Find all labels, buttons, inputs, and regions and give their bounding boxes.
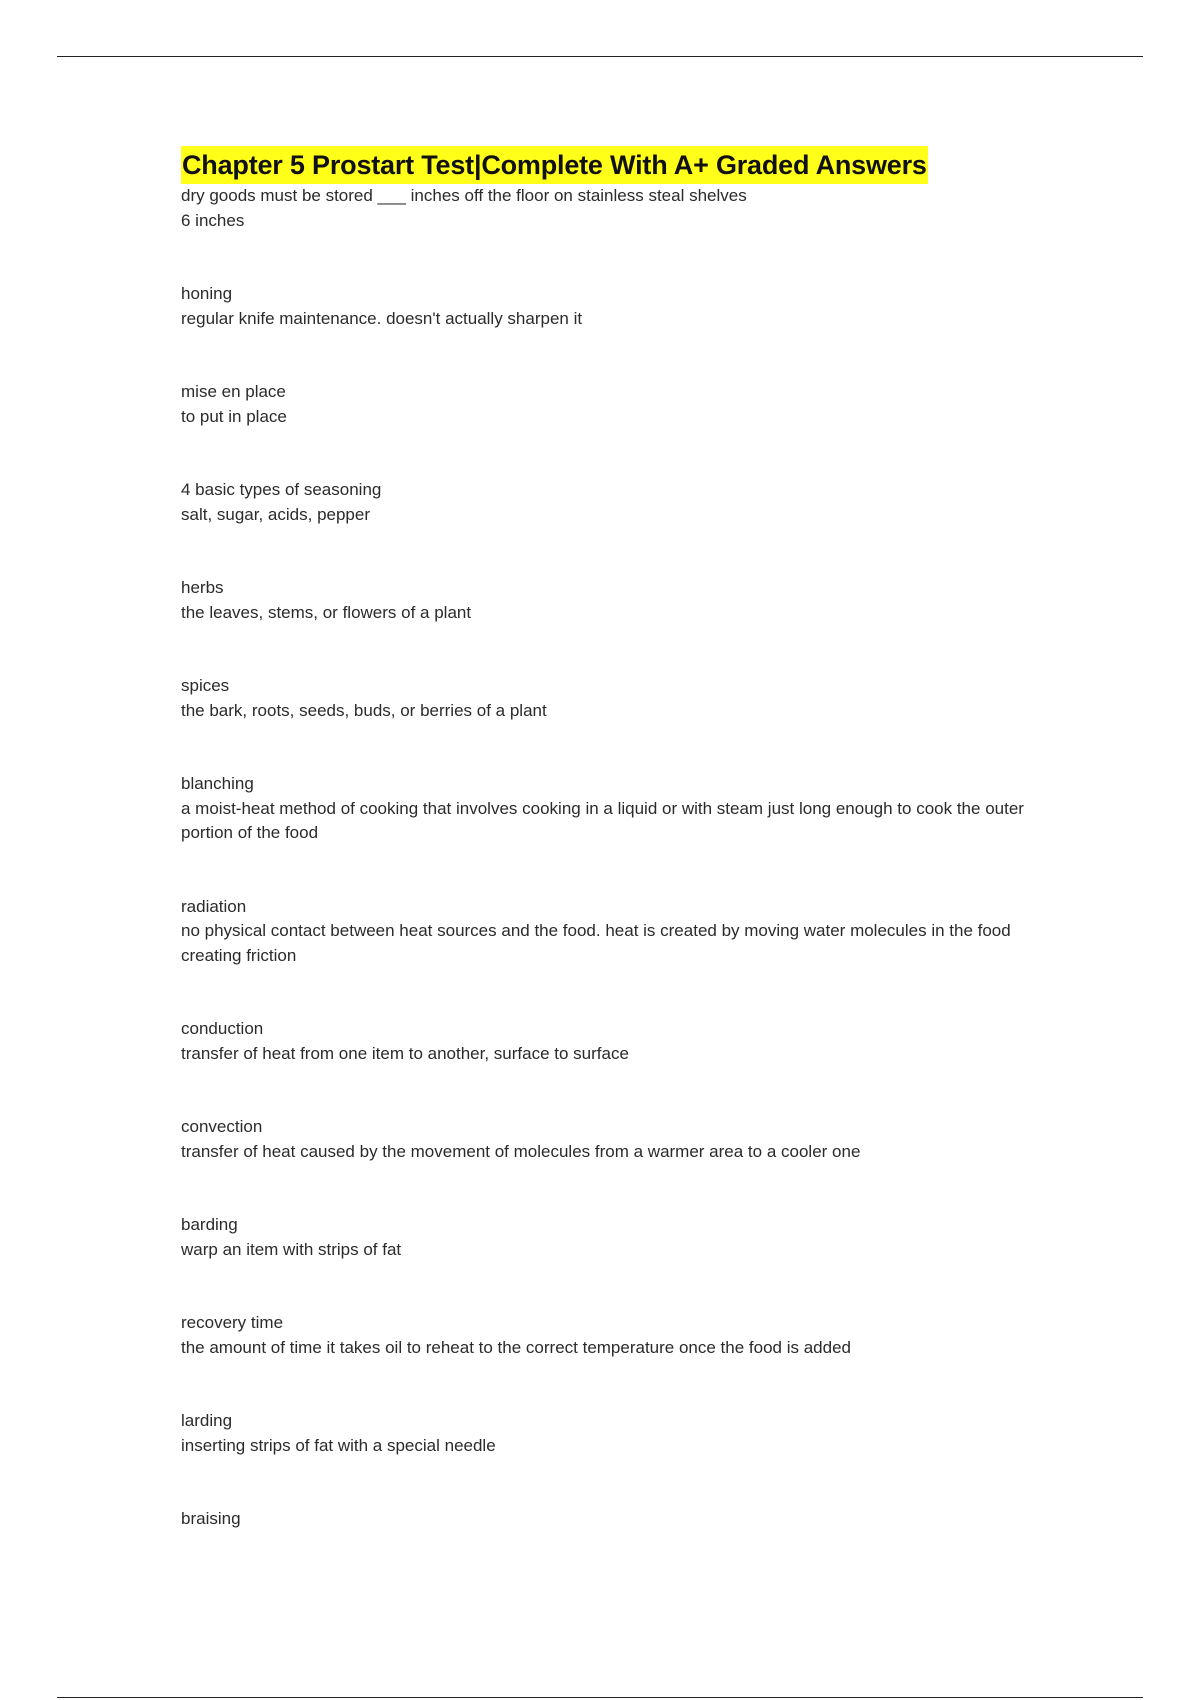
entry-term: spices (181, 676, 230, 695)
entry-term: honing (181, 284, 233, 303)
qa-entry (181, 1409, 1041, 1458)
qa-entry (181, 576, 1041, 625)
qa-entry (181, 1507, 1041, 1532)
qa-entry (181, 772, 1041, 846)
entry-definition: salt, sugar, acids, pepper (181, 504, 371, 524)
entry-term: blanching (181, 774, 254, 793)
entry-definition: no physical contact between heat sources and the food. heat is created by moving water molecules in the food creating friction (181, 921, 1011, 965)
qa-entry (181, 184, 1041, 233)
entry-definition: warp an item with strips of fat (181, 1239, 402, 1259)
top-rule (57, 56, 1143, 57)
entry-definition: to put in place (181, 406, 287, 426)
entry-term: herbs (181, 578, 224, 597)
bottom-rule (57, 1697, 1143, 1698)
entry-definition: the amount of time it takes oil to reheat to the correct temperature once the food is added (181, 1337, 851, 1357)
entry-term: 4 basic types of seasoning (181, 480, 382, 499)
qa-entry (181, 1311, 1041, 1360)
entry-definition: regular knife maintenance. doesn't actually sharpen it (181, 308, 583, 328)
qa-entry (181, 380, 1041, 429)
entry-term: larding (181, 1411, 233, 1430)
entry-definition: the bark, roots, seeds, buds, or berries of a plant (181, 700, 547, 720)
entry-term: recovery time (181, 1313, 284, 1332)
qa-entry (181, 478, 1041, 527)
document-title: Chapter 5 Prostart Test|Complete With A+ Graded Answers (181, 146, 928, 184)
qa-entry (181, 674, 1041, 723)
entry-term: braising (181, 1509, 241, 1528)
entry-term: conduction (181, 1019, 264, 1038)
document-body (181, 146, 1041, 1581)
entry-term: radiation (181, 896, 247, 916)
entry-definition: the leaves, stems, or flowers of a plant (181, 602, 472, 622)
entry-term: barding (181, 1215, 238, 1234)
entry-definition: transfer of heat from one item to another, surface to surface (181, 1043, 629, 1063)
qa-entry (181, 895, 1041, 969)
qa-entry (181, 282, 1041, 331)
entry-definition: a moist-heat method of cooking that involves cooking in a liquid or with steam just long enough to cook the outer portion of the food (181, 798, 1024, 842)
qa-entry (181, 1017, 1041, 1066)
entry-definition: inserting strips of fat with a special needle (181, 1435, 496, 1455)
qa-entry (181, 1115, 1041, 1164)
entry-definition: transfer of heat caused by the movement of molecules from a warmer area to a cooler one (181, 1141, 861, 1161)
entry-term: mise en place (181, 382, 286, 401)
qa-entry (181, 1213, 1041, 1262)
entry-term: convection (181, 1117, 263, 1136)
entry-definition: 6 inches (181, 210, 245, 230)
entry-term: dry goods must be stored ___ inches off the floor on stainless steal shelves (181, 186, 747, 205)
